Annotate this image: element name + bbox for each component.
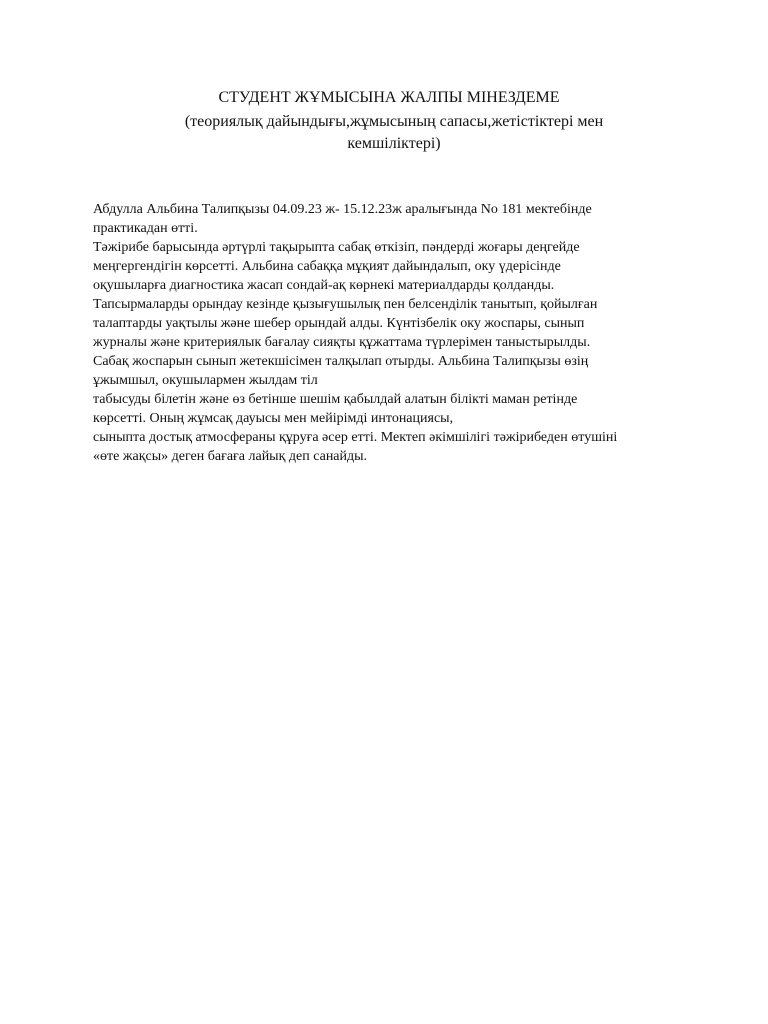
body-line: Тапсырмаларды орындау кезінде қызығушылық пен белсенділік танытып, қойылған (93, 297, 598, 312)
body-line: оқушыларға диагностика жасап сондай-ақ көрнекі материалдарды қолданды. (93, 278, 555, 293)
body-line: сыныпта достық атмосфераны құруға әсер етті. Мектеп әкімшілігі тәжірибеден өтушіні (93, 430, 618, 445)
subtitle-line: (теориялық дайындығы,жұмысының сапасы,жетістіктері мен (184, 113, 604, 130)
body-line: табысуды білетін және өз бетінше шешім қабылдай алатын білікті маман ретінде (93, 392, 578, 407)
body-line: журналы және критериялык бағалау сияқты құжаттама түрлерімен таныстырылды. (93, 335, 591, 350)
body-line: көрсетті. Оның жұмсақ дауысы мен мейірімді интонациясы, (93, 411, 454, 426)
document-title: СТУДЕНТ ЖҰМЫСЫНА ЖАЛПЫ МІНЕЗДЕМЕ (218, 89, 560, 106)
body-line: Сабақ жоспарын сынып жетекшісімен талқылап отырды. Альбина Талипқызы өзің (93, 354, 589, 369)
document-subtitle (150, 111, 638, 155)
body-line: Тәжірибе барысында әртүрлі тақырыпта сабақ өткізіп, пәндерді жоғары деңгейде (93, 240, 580, 255)
body-line: «өте жақсы» деген бағаға лайық деп санайды. (93, 449, 368, 464)
body-line: Абдулла Альбина Талипқызы 04.09.23 ж- 15.12.23ж аралығында No 181 мектебінде (93, 202, 592, 217)
body-line: талаптарды уақтылы және шебер орындай алды. Күнтізбелік оку жоспары, сынып (93, 316, 585, 331)
body-line: ұжымшыл, окушылармен жылдам тіл (93, 373, 318, 388)
body-line: меңгергендігін көрсетті. Альбина сабаққа мұқият дайындалып, оку үдерісінде (93, 259, 561, 274)
body-line: практикадан өтті. (93, 221, 198, 236)
document-body (93, 200, 693, 466)
subtitle-line: кемшіліктері) (347, 135, 441, 152)
